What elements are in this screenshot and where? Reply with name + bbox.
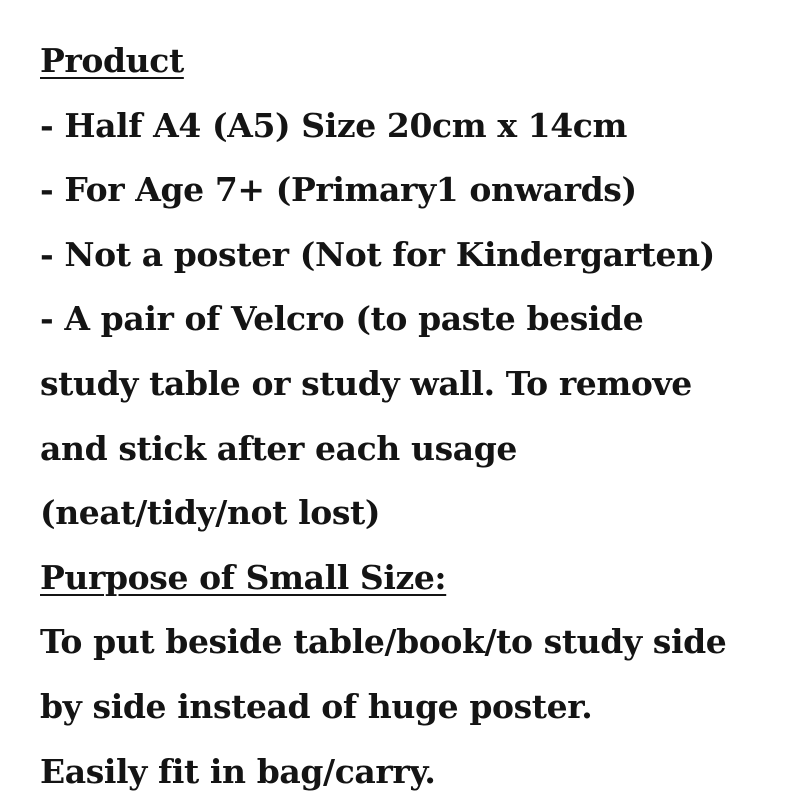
product-age-line: - For Age 7+ (Primary1 onwards) [40, 170, 637, 210]
product-description [40, 29, 800, 804]
purpose-line-1: To put beside table/book/to study side [40, 622, 727, 662]
product-size-line: - Half A4 (A5) Size 20cm x 14cm [40, 105, 628, 145]
purpose-line-2: by side instead of huge poster. [40, 686, 593, 726]
purpose-heading: Purpose of Small Size: [40, 557, 447, 597]
product-velcro-line-cont-2: and stick after each usage [40, 428, 518, 468]
product-heading: Product [40, 41, 184, 80]
product-velcro-line-cont-1: study table or study wall. To remove [40, 363, 692, 403]
product-not-poster-line: - Not a poster (Not for Kindergarten) [40, 234, 715, 274]
product-velcro-line: - A pair of Velcro (to paste beside [40, 299, 644, 339]
purpose-line-3: Easily fit in bag/carry. [40, 751, 436, 791]
product-velcro-line-cont-3: (neat/tidy/not lost) [40, 493, 381, 533]
